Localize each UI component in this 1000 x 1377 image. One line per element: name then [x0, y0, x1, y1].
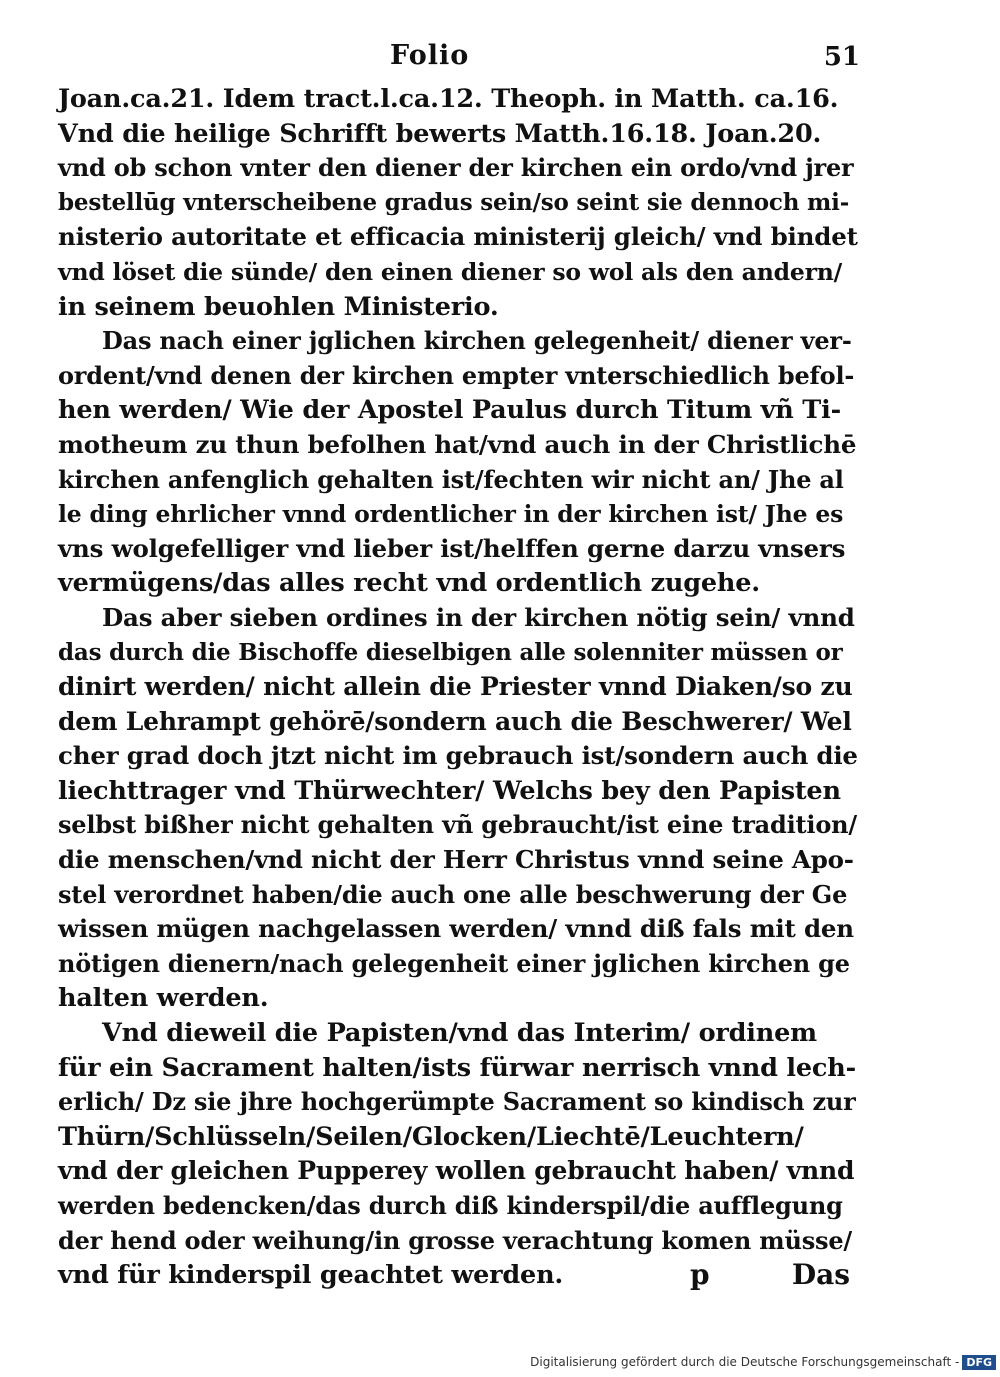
text-line: kirchen anfenglich gehalten ist/fechten wir nicht an/ Jhe al	[58, 464, 844, 494]
paragraph-start-line: Vnd dieweil die Papisten/vnd das Interim/ ordinem	[102, 1018, 817, 1049]
paragraph-start-line: Das nach einer jglichen kirchen gelegenheit/ diener ver-	[102, 326, 852, 356]
text-line: motheum zu thun befolhen hat/vnd auch in der Christlichē	[58, 429, 857, 459]
signature-mark: p	[690, 1258, 710, 1291]
catchword: Das	[791, 1258, 850, 1291]
text-line: liechttrager vnd Thürwechter/ Welchs bey den Papisten	[58, 775, 841, 806]
text-line: vnd ob schon vnter den diener der kirchen ein ordo/vnd jrer	[58, 153, 854, 183]
text-line: erlich/ Dz sie jhre hochgerümpte Sacrament so kindisch zur	[58, 1087, 856, 1117]
text-line: halten werden.	[58, 983, 269, 1014]
page-number: 51	[823, 42, 860, 72]
text-line: hen werden/ Wie der Apostel Paulus durch Titum vñ Ti-	[58, 395, 841, 426]
dfg-logo: DFG	[962, 1355, 996, 1370]
text-line: werden bedencken/das durch diß kinderspil/die aufflegung	[58, 1191, 843, 1220]
text-line: le ding ehrlicher vnnd ordentlicher in der kirchen ist/ Jhe es	[58, 500, 844, 529]
text-line: für ein Sacrament halten/ists fürwar nerrisch vnnd lech-	[58, 1052, 856, 1083]
text-line: nötigen dienern/nach gelegenheit einer jglichen kirchen ge	[58, 948, 850, 978]
page-footer	[690, 1258, 860, 1298]
running-head: Folio	[390, 40, 470, 71]
digitization-credit	[530, 1351, 996, 1373]
text-line: dem Lehrampt gehörē/sondern auch die Beschwerer/ Wel	[58, 706, 852, 736]
text-line: die menschen/vnd nicht der Herr Christus vnnd seine Apo-	[58, 845, 854, 875]
text-line: vns wolgefelliger vnd lieber ist/helffen gerne darzu vnsers	[58, 533, 846, 563]
text-line: stel verordnet haben/die auch one alle beschwerung der Ge	[58, 879, 848, 909]
text-line: cher grad doch jtzt nicht im gebrauch ist/sondern auch die	[58, 741, 858, 771]
text-line: in seinem beuohlen Ministerio.	[58, 291, 499, 322]
page-header	[60, 38, 860, 78]
text-line: selbst bißher nicht gehalten vñ gebraucht/ist eine tradition/	[58, 810, 857, 840]
text-line: vnd für kinderspil geachtet werden.	[58, 1260, 564, 1291]
text-line: dinirt werden/ nicht allein die Priester vnnd Diaken/so zu	[58, 672, 853, 702]
text-line: der hend oder weihung/in grosse verachtung komen müsse/	[58, 1225, 852, 1255]
text-line: Joan.ca.21. Idem tract.l.ca.12. Theoph. in Matth. ca.16.	[58, 84, 839, 114]
text-line: vnd der gleichen Pupperey wollen gebraucht haben/ vnnd	[58, 1156, 855, 1186]
text-line: vnd löset die sünde/ den einen diener so wol als den andern/	[58, 257, 843, 286]
body-text	[58, 82, 858, 1293]
credit-text: Digitalisierung gefördert durch die Deutsche Forschungsgemeinschaft -	[530, 1355, 960, 1369]
text-line: Vnd die heilige Schrifft bewerts Matth.16.18. Joan.20.	[58, 118, 822, 149]
text-line: das durch die Bischoffe dieselbigen alle solenniter müssen or	[58, 638, 843, 666]
text-line: vermügens/das alles recht vnd ordentlich zugehe.	[58, 568, 760, 599]
paragraph-start-line: Das aber sieben ordines in der kirchen nötig sein/ vnnd	[102, 602, 855, 632]
text-line: Thürn/Schlüsseln/Seilen/Glocken/Liechtē/Leuchtern/	[58, 1121, 804, 1152]
text-line: bestellūg vnterscheibene gradus sein/so seint sie dennoch mi-	[58, 188, 850, 216]
text-line: wissen mügen nachgelassen werden/ vnnd diß fals mit den	[58, 914, 854, 944]
text-line: nisterio autoritate et efficacia ministerij gleich/ vnd bindet	[58, 222, 858, 252]
text-line: ordent/vnd denen der kirchen empter vnterschiedlich befol-	[58, 360, 855, 390]
